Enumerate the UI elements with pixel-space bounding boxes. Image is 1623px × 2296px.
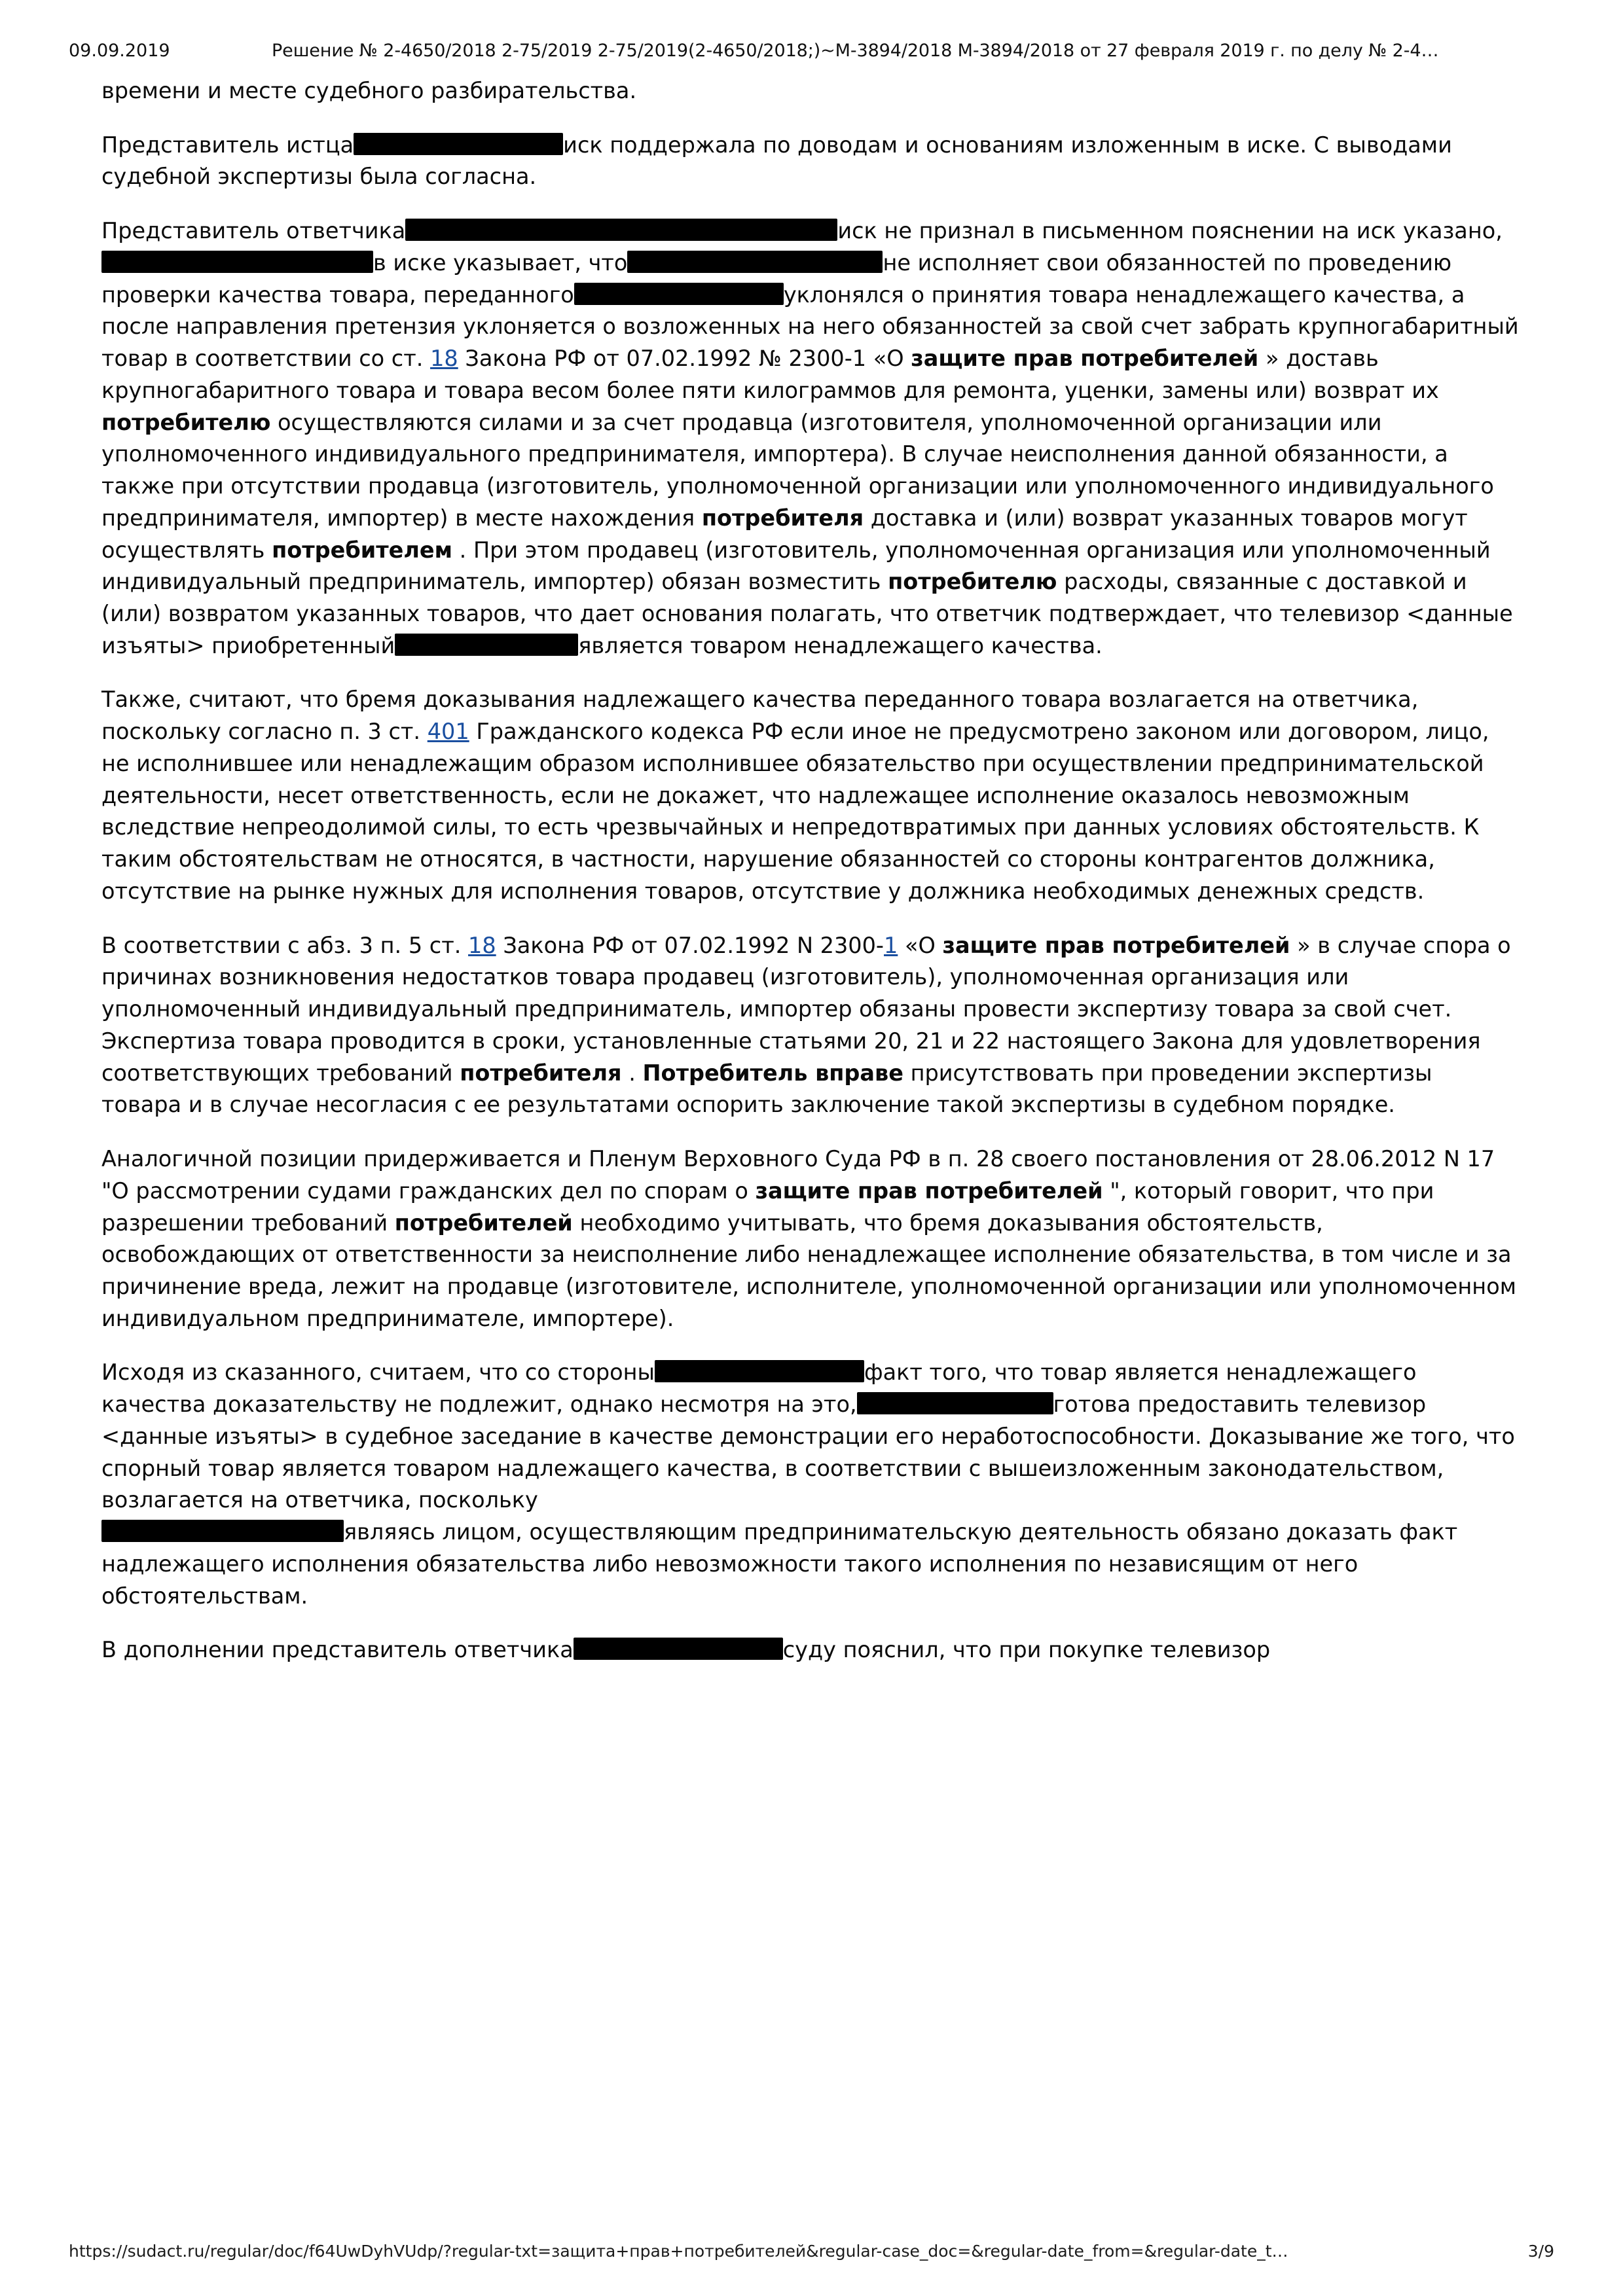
paragraph-conclusion: [101, 1357, 1519, 1612]
paragraph-defendant-rep: [101, 215, 1519, 662]
redaction-block: [574, 1638, 783, 1660]
law-article-link-18[interactable]: 18: [430, 346, 458, 372]
redaction-block: [655, 1360, 864, 1382]
page-header: [0, 41, 1623, 67]
text-run: Закона РФ от 07.02.1992 № 2300-1 «О: [465, 346, 904, 372]
emphasis-consumer: потребителя: [701, 505, 864, 531]
emphasis-consumer-rights: защите прав потребителей: [942, 932, 1290, 958]
text-run: являясь лицом, осуществляющим предпринимательскую деятельность обязано доказать факт надлежащего исполнения обязательства либо невозможности такого исполнения по независящим от него обстоятельствам.: [101, 1519, 1458, 1609]
text-run: » доставь крупногабаритного товара и товара весом более пяти килограммов для ремонта, уценки, замены или) возврат их: [101, 346, 1439, 403]
text-run: Гражданского кодекса РФ если иное не предусмотрено законом или договором, лицо, не исполнившее или ненадлежащим образом исполнившее обязательство при осуществлении предпринимательской деятельности, несет ответственность, если не докажет, что надлежащее исполнение оказалось невозможным вследствие непреодолимой силы, то есть чрезвычайных и непредотвратимых при данных условиях обстоятельств. К таким обстоятельствам не относятся, в частности, нарушение обязанностей со стороны контрагентов должника, отсутствие на рынке нужных для исполнения товаров, отсутствие у должника необходимых денежных средств.: [101, 719, 1489, 904]
redaction-block: [354, 133, 563, 155]
text-run: В соответствии с абз. 3 п. 5 ст.: [101, 932, 462, 958]
redaction-block: [101, 1520, 344, 1542]
paragraph-plenum: [101, 1143, 1519, 1335]
text-run: доставка и (или) возврат указанных товаров могут осуществлять: [101, 505, 1468, 563]
paragraph-law-18: [101, 930, 1519, 1121]
text-run: факт того, что товар является ненадлежащего качества доказательству не подлежит, однако несмотря на это,: [101, 1359, 1417, 1418]
text-run: уклонялся о принятия товара ненадлежащего качества, а после направления претензия уклоняется о возложенных на него обязанностей за свой счет забрать крупногабаритный товар в соответствии со ст.: [101, 281, 1519, 372]
paragraph-plaintiff-rep: [101, 130, 1519, 193]
text-run: ", который говорит, что при разрешении требований: [101, 1177, 1434, 1236]
text-run: присутствовать при проведении экспертизы товара и в случае несогласия с ее результатами оспорить заключение такой экспертизы в судебном порядке.: [101, 1060, 1432, 1118]
text-run: необходимо учитывать, что бремя доказывания обстоятельств, освобождающих от ответственности за неисполнение либо ненадлежащее исполнение обязательства, в том числе и за причинение вреда, лежит на продавце (изготовителе, исполнителе, уполномоченной организации или уполномоченном индивидуальном предпринимателе, импортере).: [101, 1210, 1516, 1331]
text-run: Исходя из сказанного, считаем, что со стороны: [101, 1359, 655, 1386]
paragraph-burden-of-proof: [101, 684, 1519, 907]
redaction-block: [395, 634, 578, 656]
text-run: в иске указывает, что: [373, 249, 628, 276]
redaction-block: [857, 1392, 1053, 1414]
text-run: В дополнении представитель ответчика: [101, 1637, 574, 1663]
law-article-link-401[interactable]: 401: [427, 719, 469, 745]
text-run: Аналогичной позиции придерживается и Пленум Верховного Суда РФ в п. 28 своего постановления от 28.06.2012 N 17 "О рассмотрении судами гражданских дел по спорам о: [101, 1146, 1495, 1204]
text-run: » в случае спора о причинах возникновения недостатков товара продавец (изготовитель), уполномоченная организация или уполномоченный индивидуальный предприниматель, импортер обязаны провести экспертизу товара за свой счет. Экспертиза товара проводится в сроки, установленные статьями 20, 21 и 22 настоящего Закона для удовлетворения соответствующих требований: [101, 932, 1511, 1086]
text-run: «О: [904, 932, 936, 958]
document-body: [101, 75, 1519, 1689]
emphasis-consumer-rights: защите прав потребителей: [911, 346, 1259, 372]
text-run: готова предоставить телевизор <данные изъяты> в судебное заседание в качестве демонстрации его неработоспособности. Доказывание же того, что спорный товар является товаром надлежащего качества, в соответствии с вышеизложенным законодательством, возлагается на ответчика, поскольку: [101, 1391, 1515, 1513]
emphasis-consumers: потребителей: [394, 1210, 573, 1236]
paragraph-additional-explanation: [101, 1634, 1519, 1666]
text-run: Также, считают, что бремя доказывания надлежащего качества переданного товара возлагается на ответчика, поскольку согласно п. 3 ст.: [101, 687, 1419, 745]
page-footer: [69, 2242, 1554, 2261]
emphasis-consumer: потребителя: [460, 1060, 622, 1086]
text-run: Представитель истца: [101, 132, 354, 158]
emphasis-consumer: потребителем: [272, 537, 452, 563]
text-run: времени и месте судебного разбирательства.: [101, 78, 637, 103]
emphasis-consumer: потребителю: [888, 569, 1057, 595]
text-run: не исполняет свои обязанностей по проведению проверки качества товара, переданного: [101, 249, 1452, 308]
text-run: .: [629, 1060, 636, 1086]
text-run: суду пояснил, что при покупке телевизор: [782, 1637, 1271, 1663]
footer-source-url: https://sudact.ru/regular/doc/f64UwDyhVUdp/?regular-txt=защита+прав+потребителей&regular-case_doc=&regular-date_from=&regular-date_t…: [69, 2242, 1288, 2261]
emphasis-consumer-rights: защите прав потребителей: [755, 1177, 1103, 1204]
emphasis-consumer-entitled: Потребитель вправе: [642, 1060, 903, 1086]
emphasis-consumer: потребителю: [101, 409, 271, 435]
paragraph-continuation: [101, 75, 1519, 107]
text-run: Представитель ответчика: [101, 218, 406, 244]
redaction-block: [405, 219, 837, 241]
text-run: расходы, связанные с доставкой и (или) возвратом указанных товаров, что дает основания полагать, что ответчик подтверждает, что телевизор <данные изъяты> приобретенный: [101, 569, 1513, 658]
text-run: осуществляются силами и за счет продавца (изготовителя, уполномоченной организации или уполномоченного индивидуального предпринимателя, импортера). В случае неисполнения данной обязанности, а также при отсутствии продавца (изготовитель, уполномоченной организации или уполномоченного индивидуального предпринимателя, импортер) в месте нахождения: [101, 409, 1494, 531]
redaction-block: [101, 251, 373, 273]
text-run: Закона РФ от 07.02.1992 N 2300-: [503, 932, 884, 958]
redaction-block: [574, 283, 784, 305]
text-run: иск не признал в письменном пояснении на иск указано,: [837, 218, 1503, 244]
law-article-link-18b[interactable]: 18: [468, 932, 496, 958]
header-title: Решение № 2-4650/2018 2-75/2019 2-75/2019(2-4650/2018;)~М-3894/2018 М-3894/2018 от 27 февраля 2019 г. по делу № 2-4…: [272, 41, 1439, 61]
text-run: является товаром ненадлежащего качества.: [578, 632, 1103, 658]
text-run: иск поддержала по доводам и основаниям изложенным в иске. С выводами судебной экспертизы была согласна.: [101, 132, 1452, 190]
law-article-link-1[interactable]: 1: [884, 932, 898, 958]
redaction-block: [627, 251, 883, 273]
text-run: . При этом продавец (изготовитель, уполномоченная организация или уполномоченный индивидуальный предприниматель, импортер) обязан возместить: [101, 537, 1491, 595]
footer-page-number: 3/9: [1527, 2242, 1554, 2261]
header-date: 09.09.2019: [69, 41, 170, 61]
